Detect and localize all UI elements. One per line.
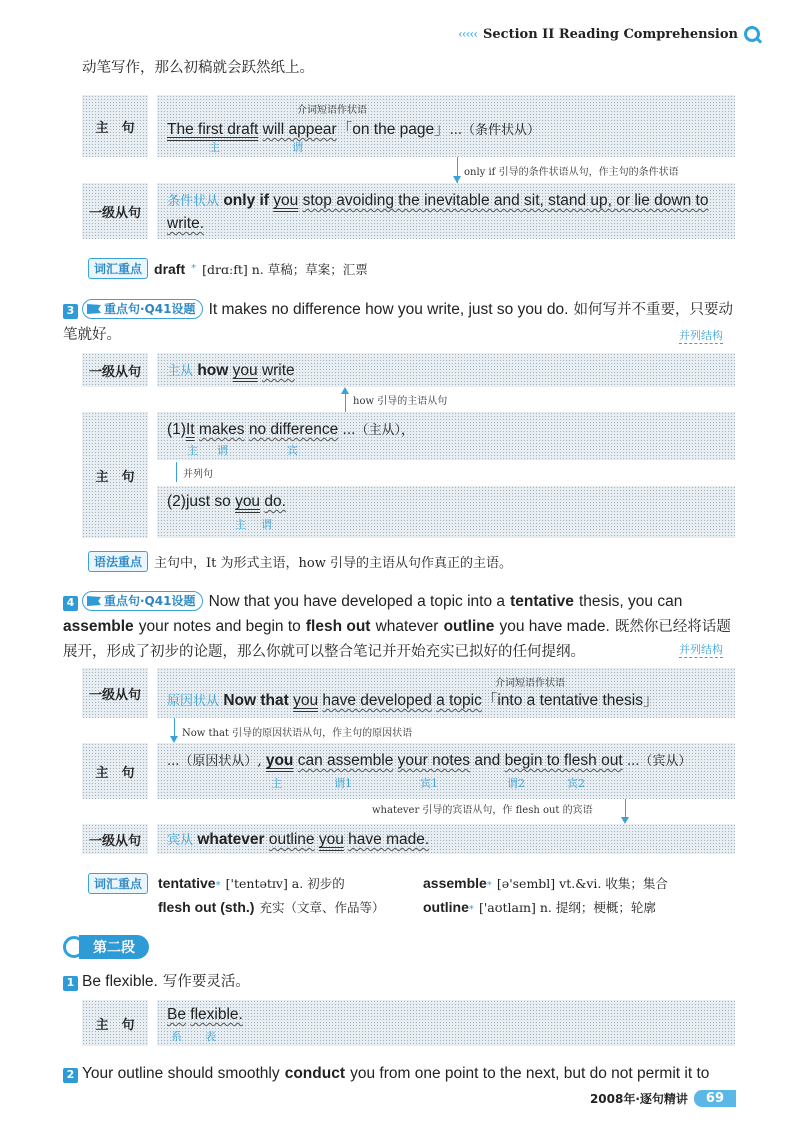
- sub-clause-text: [167, 190, 727, 235]
- main-clause-text: [167, 117, 540, 139]
- flag-icon: [87, 304, 101, 314]
- sub-clause-box: [157, 353, 735, 387]
- vocab-tag: 词汇重点: [88, 258, 148, 279]
- vocab-tentative: tentative* ['tentətɪv] a. 初步的: [158, 875, 345, 891]
- main-clause-box-2: (2)just so you do. 主 谓: [157, 486, 735, 538]
- key-sentence-badge: 重点句·Q41设题: [82, 299, 203, 319]
- link-annotation: how 引导的主语从句: [353, 396, 448, 407]
- grammar-tag: 语法重点: [88, 551, 148, 572]
- grammar-row: [88, 551, 512, 572]
- row-label-sub: 一级从句: [82, 668, 148, 718]
- vocab-word: draft: [154, 260, 186, 277]
- number-badge: 3: [63, 304, 78, 319]
- link-annotation: Now that 引导的原因状语从句，作主句的原因状语: [182, 728, 413, 739]
- running-header: [458, 26, 760, 42]
- key-sentence-badge: 重点句·Q41设题: [82, 591, 203, 611]
- sentence-cn: 如何写并不重要，只要动笔就好。: [63, 302, 734, 343]
- main-clause-box: ...（原因状从）, you can assemble your notes and begin to flesh out ...（宾从） 主 谓1 宾1 谓2 宾2: [157, 743, 735, 799]
- clause-tag: 条件状从: [167, 194, 220, 209]
- conjunction: only if: [223, 192, 269, 209]
- vocab-outline: outline* ['aʊtlaɪn] n. 提纲；梗概；轮廓: [423, 899, 656, 915]
- sub-subject: you: [273, 192, 299, 209]
- row-label-main: 主 句: [82, 1000, 148, 1046]
- vocab-tag: 词汇重点: [88, 873, 148, 894]
- main-clause-text: ...（原因状从）, you can assemble your notes and begin to flesh out ...（宾从）: [167, 752, 692, 769]
- main-clause-text: Be flexible.: [167, 1006, 243, 1023]
- main-clause-box-1: (1)It makes no difference ...（主从）， 主 谓 宾: [157, 412, 735, 460]
- predicate-phrase: will appear: [262, 121, 337, 138]
- prep-phrase: 「on the page」: [336, 121, 450, 138]
- row-label-main: 主 句: [82, 95, 148, 157]
- intro-cn: 动笔写作，那么初稿就会跃然纸上。: [82, 60, 314, 76]
- grammar-text: 主句中，It 为形式主语，how 引导的主语从句作真正的主语。: [154, 556, 512, 571]
- sentence-5: 1 Be flexible. 写作要灵活。: [63, 970, 250, 993]
- page-footer: [590, 1090, 736, 1107]
- sentence-4: 4 重点句·Q41设题 Now that you have developed a topic into a tentative thesis, you can assemble your notes and begin to flesh out whatever outline you have made. 既然你已经将话题 展开，形成了初步的论题，那么你就可以整合笔记并开始充实已拟好的任何提纲。: [63, 593, 731, 660]
- sub-rest: stop avoiding the inevitable and sit, stand up, or lie down to write.: [167, 192, 709, 232]
- parallel-annotation: 并列句: [183, 469, 213, 480]
- header-title: Section II Reading Comprehension: [483, 26, 738, 42]
- arrow-down-icon: [453, 176, 461, 183]
- label-subject: 主: [209, 141, 220, 154]
- arrow-down-icon: [170, 736, 178, 743]
- row-label-sub: 一级从句: [82, 824, 148, 854]
- star-icon: *: [191, 263, 197, 274]
- sub-clause-box: [157, 183, 735, 239]
- sentence-en: It makes no difference how you write, just so you do.: [208, 301, 569, 318]
- link-annotation: only if 引导的条件状语从句，作主句的条件状语: [464, 167, 679, 178]
- magnifier-icon: [744, 26, 760, 42]
- sentence-3: [63, 297, 738, 347]
- sub-clause-box: [157, 824, 735, 854]
- clause-note: ...（条件状从）: [449, 123, 541, 138]
- sentence-6: 2 Your outline should smoothly conduct you from one point to the next, but do not permit it to: [63, 1062, 743, 1085]
- row-label-main: 主 句: [82, 412, 148, 538]
- sub-clause-text: 原因状从 Now that you have developed a topic「into a tentative thesis」: [167, 692, 659, 709]
- vocab-definition: [drɑːft] n. 草稿；草案；汇票: [202, 261, 368, 277]
- footer-text: 2008年·逐句精讲: [589, 1092, 688, 1106]
- row-label-sub: 一级从句: [82, 183, 148, 239]
- gap: [157, 460, 735, 486]
- clause-1-text: (1)It makes no difference ...（主从），: [167, 421, 414, 438]
- structure-note: 并列结构: [679, 643, 723, 656]
- sub-clause-box: 介词短语作状语 原因状从 Now that you have developed a topic「into a tentative thesis」: [157, 668, 735, 718]
- connector-line: [176, 462, 177, 482]
- vocab-assemble: assemble* [ə'sembl] vt.&vi. 收集；集合: [423, 875, 668, 891]
- section-heading: [63, 935, 149, 959]
- vocab-flesh-out: flesh out (sth.) 充实（文章、作品等）: [158, 899, 385, 915]
- sub-clause-text: 宾从 whatever outline you have made.: [167, 831, 430, 848]
- main-clause-box: [157, 95, 735, 157]
- section-title: 第二段: [79, 935, 149, 959]
- arrow-down-icon: [621, 817, 629, 824]
- main-clause-box: Be flexible. 系 表: [157, 1000, 735, 1046]
- clause-2-text: (2)just so you do.: [167, 493, 286, 510]
- label-predicate: 谓: [292, 141, 303, 154]
- chevron-icons: ‹‹‹‹‹: [458, 27, 477, 41]
- structure-note: 并列结构: [679, 329, 723, 342]
- sub-clause-text: 主从 how you write: [167, 362, 295, 379]
- link-annotation: whatever 引导的宾语从句，作 flesh out 的宾语: [372, 805, 593, 816]
- vocab-row-1: [88, 258, 368, 279]
- prep-annotation: 介词短语作状语: [297, 105, 367, 116]
- row-label-main: 主 句: [82, 743, 148, 799]
- subject-phrase: The first draft: [167, 121, 259, 138]
- page-number: 69: [694, 1090, 736, 1107]
- flag-icon: [87, 596, 101, 606]
- row-label-sub: 一级从句: [82, 353, 148, 387]
